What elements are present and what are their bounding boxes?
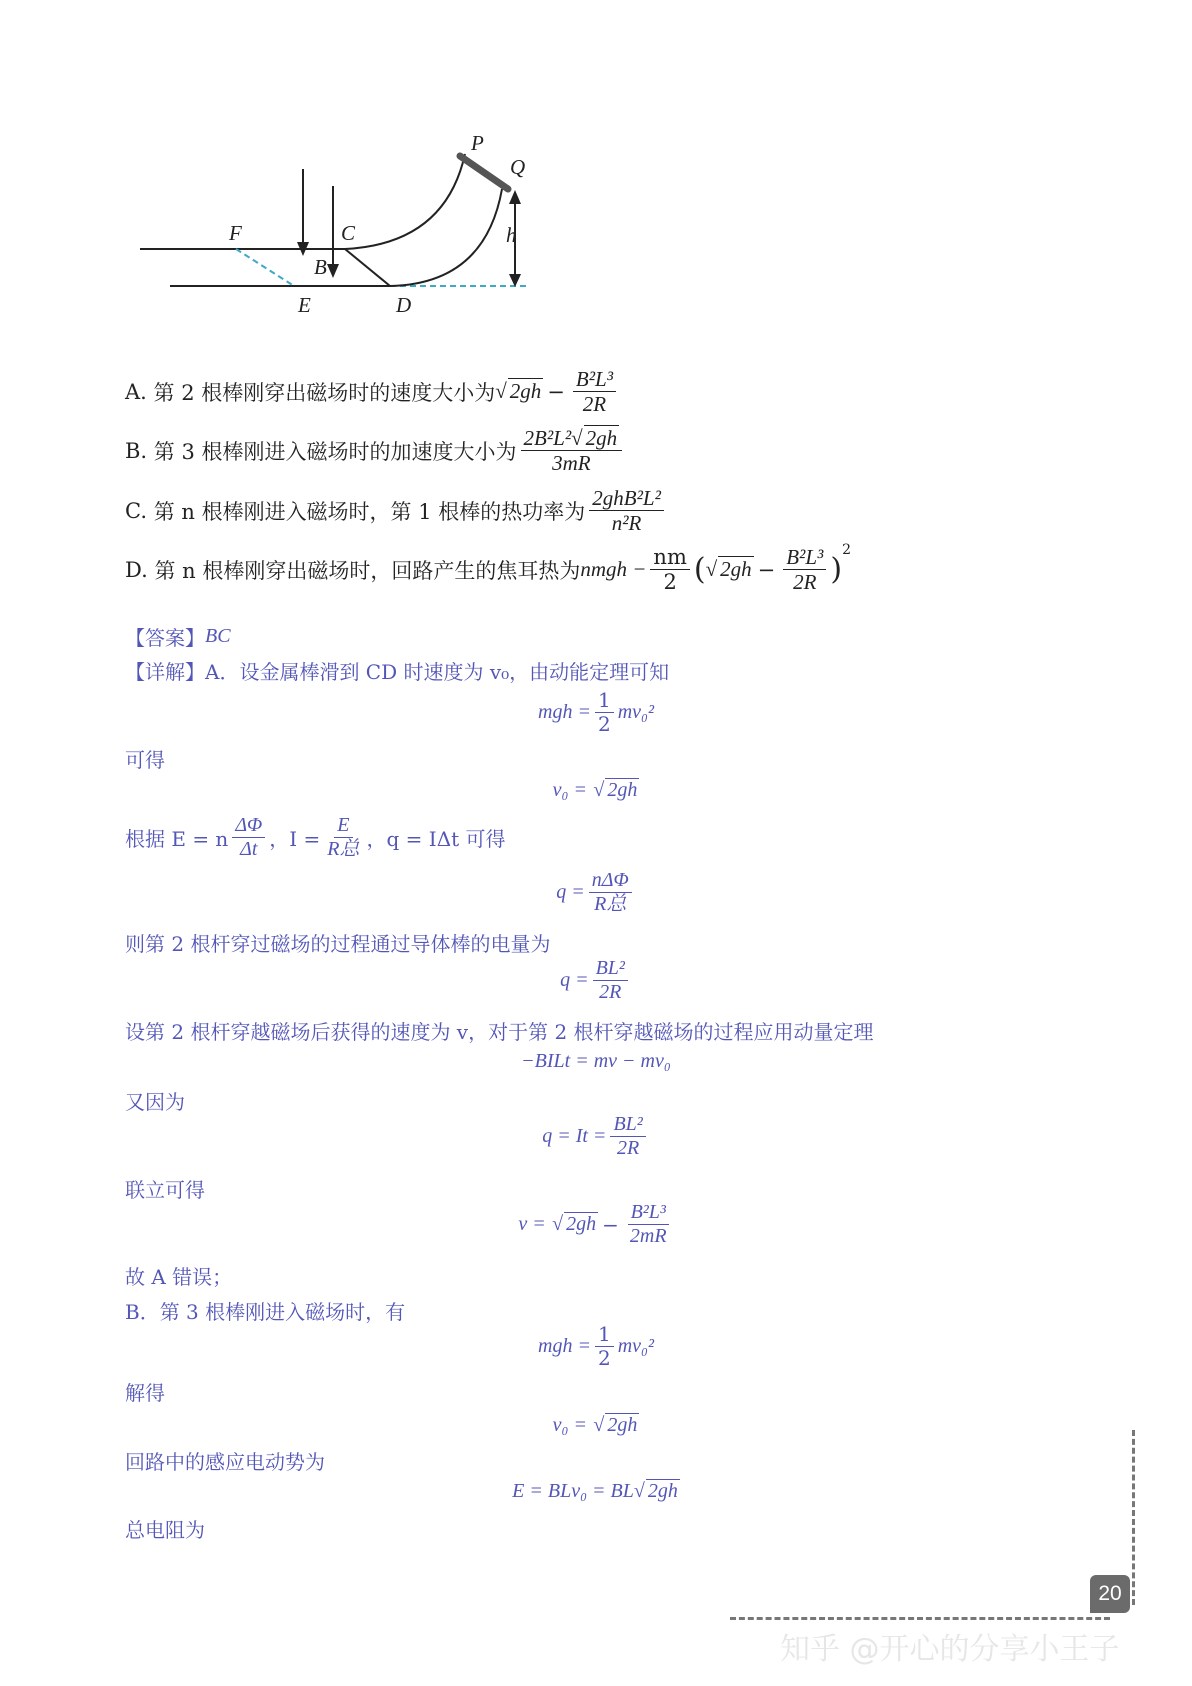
watermark: 知乎 @开心的分享小王子 <box>780 1632 1120 1667</box>
eq-7-num: B²L³ <box>628 1202 669 1225</box>
eq-4-lhs: q = <box>560 969 589 991</box>
physics-diagram <box>140 134 540 324</box>
eq-9-sqrt: 2gh <box>607 1413 638 1436</box>
field-arrow-2-head <box>327 264 339 278</box>
label-c: C <box>341 221 356 245</box>
eq-5: −BILt = mv − mv₀ <box>521 1050 671 1072</box>
text-ze: 则第 2 根杆穿过磁场的过程通过导体棒的电量为 <box>125 932 551 956</box>
metal-rod-pq <box>460 156 508 189</box>
eq-2-sqrt: 2gh <box>607 778 638 801</box>
option-a-fraction <box>573 368 616 415</box>
option-d-fraction <box>783 546 826 593</box>
eq-7: v = √ 2gh − $\frac{\text{B²L³}}{2mR}$ <box>0 1202 1192 1247</box>
option-a: A. 第 2 根棒刚穿出磁场时的速度大小为 √ 2gh − $\frac{\text{B²L³}}{2R}$ <box>125 368 620 415</box>
option-b-num-sqrt: 2gh <box>585 426 618 450</box>
page-corner-dash-horizontal <box>730 1617 1110 1620</box>
lower-arc <box>390 189 502 286</box>
eq-8-fraction <box>595 1324 614 1369</box>
eq-2-lhs: v₀ = <box>552 778 587 801</box>
eq-4-fraction <box>593 958 628 1003</box>
eq-9: v₀ = √ 2gh <box>552 1413 638 1436</box>
option-d-label: D. <box>125 557 148 582</box>
eq-7-minus: − <box>602 1212 619 1237</box>
eq-10-lhs: E = BLv₀ = BL <box>512 1480 634 1502</box>
option-c-num: 2ghB²L² <box>589 487 664 511</box>
option-d-minus: − <box>757 557 776 582</box>
detail-text: A．设金属棒滑到 CD 时速度为 v₀，由动能定理可知 <box>205 660 670 684</box>
label-d: D <box>396 293 412 317</box>
eq-6-num: BL² <box>610 1114 645 1137</box>
option-c-text: 第 n 根棒刚进入磁场时，第 1 根棒的热功率为 <box>153 499 586 524</box>
option-c <box>125 487 668 534</box>
eq-3 <box>0 870 1192 915</box>
label-b: B <box>314 255 327 279</box>
genju-num-2: E <box>334 815 352 838</box>
option-c-den: n²R <box>611 511 642 536</box>
label-q: Q <box>510 155 526 179</box>
option-b <box>125 427 626 474</box>
option-d-coef-den: 2 <box>663 570 677 595</box>
option-a-sqrt: 2gh <box>509 379 542 404</box>
text-gu: 故 A 错误； <box>125 1265 233 1289</box>
text-she: 设第 2 根杆穿越磁场后获得的速度为 v，对于第 2 根杆穿越磁场的过程应用动量定理 <box>125 1020 874 1044</box>
genju-den-2: R总 <box>327 838 360 860</box>
eq-8-num: 1 <box>595 1324 614 1347</box>
text-hui: 回路中的感应电动势为 <box>125 1450 325 1474</box>
page-number: 20 <box>1090 1575 1130 1613</box>
answer-line <box>125 622 231 651</box>
answer-tag: 【答案】 <box>125 626 205 650</box>
eq-6-fraction <box>610 1114 645 1159</box>
option-d-expr-pre: nmgh − <box>580 557 647 582</box>
option-a-text: 第 2 根棒刚穿出磁场时的速度大小为 <box>153 380 496 405</box>
eq-10-sqrt: 2gh <box>647 1480 678 1502</box>
option-d-text: 第 n 根棒刚穿出磁场时，回路产生的焦耳热为 <box>154 558 581 583</box>
eq-3-num: nΔΦ <box>589 870 632 893</box>
eq-3-lhs: q = <box>556 881 585 903</box>
option-c-fraction <box>589 487 664 534</box>
eq-1-fraction <box>595 690 614 735</box>
eq-8 <box>0 1324 1192 1369</box>
option-b-num-pre: 2B²L² <box>523 426 572 450</box>
label-e: E <box>298 293 311 317</box>
genju-fraction-1 <box>232 815 265 860</box>
detail-tag: 【详解】 <box>125 660 205 684</box>
text-kede-1: 可得 <box>125 748 165 772</box>
height-arrow-top <box>509 190 521 204</box>
eq-3-fraction <box>589 870 632 915</box>
eq-4-num: BL² <box>593 958 628 981</box>
label-p: P <box>471 134 484 155</box>
text-lian: 联立可得 <box>125 1178 205 1202</box>
option-b-den: 3mR <box>552 451 591 476</box>
option-d-den: 2R <box>793 570 817 595</box>
eq-7-lhs: v = <box>518 1213 546 1235</box>
eq-7-den: 2mR <box>629 1225 667 1247</box>
text-jie: 解得 <box>125 1381 165 1405</box>
label-h: h <box>506 223 517 247</box>
eq-2: v₀ = √ 2gh <box>552 778 638 801</box>
eq-4-den: 2R <box>599 981 622 1003</box>
text-b: B．第 3 根棒刚进入磁场时，有 <box>125 1300 406 1324</box>
eq-6-den: 2R <box>617 1137 640 1159</box>
detail-line <box>125 656 669 685</box>
option-a-den: 2R <box>582 392 607 417</box>
option-c-label: C. <box>125 498 147 523</box>
option-d-power: 2 <box>842 542 851 558</box>
option-a-label: A. <box>125 379 147 404</box>
upper-arc <box>345 154 465 249</box>
eq-1-lhs: mgh = <box>538 701 591 723</box>
eq-7-fraction <box>627 1202 670 1247</box>
option-b-label: B. <box>125 438 148 463</box>
option-a-num: B²L³ <box>573 368 616 392</box>
option-d-sqrt: 2gh <box>720 557 752 582</box>
eq-8-rhs: mv₀² <box>617 1335 654 1357</box>
eq-7-sqrt: 2gh <box>566 1213 597 1235</box>
dashed-fe <box>236 249 294 286</box>
eq-1 <box>0 690 1192 735</box>
genju-mid: ，I = <box>269 827 321 851</box>
eq-6 <box>0 1114 1192 1159</box>
eq-1-den: 2 <box>597 712 611 736</box>
genju-fraction-2 <box>324 815 362 860</box>
line-cd <box>345 249 390 286</box>
text-you: 又因为 <box>125 1090 185 1114</box>
option-b-fraction: $\frac{\text{2B²L²√ 2gh}}{3mR}$ <box>521 427 623 474</box>
genju-line <box>125 815 506 860</box>
eq-8-lhs: mgh = <box>538 1335 591 1357</box>
text-zong: 总电阻为 <box>125 1518 205 1542</box>
eq-4 <box>0 958 1192 1003</box>
eq-1-num: 1 <box>595 690 614 713</box>
genju-den: Δt <box>240 838 258 860</box>
eq-8-den: 2 <box>597 1346 611 1370</box>
option-d-coef-num: nm <box>650 546 689 570</box>
eq-9-lhs: v₀ = <box>552 1413 587 1436</box>
option-d-coef-fraction <box>650 546 689 593</box>
genju-num: ΔΦ <box>232 815 265 838</box>
genju-end: ，q = IΔt 可得 <box>366 827 506 851</box>
genju-text: 根据 E = n <box>125 827 229 851</box>
eq-1-rhs: mv₀² <box>617 701 654 723</box>
option-d-num: B²L³ <box>783 546 826 570</box>
eq-6-lhs: q = It = <box>542 1125 607 1147</box>
option-b-text: 第 3 根棒刚进入磁场时的加速度大小为 <box>153 439 517 464</box>
option-d: D. 第 n 根棒刚穿出磁场时，回路产生的焦耳热为 nmgh − $\frac{nm}{2}$ ( √ 2gh − $\frac{\text{B²L³}}{2R}$ ) $^2$ <box>125 542 851 595</box>
answer-value: BC <box>205 625 231 647</box>
option-a-minus: − <box>547 379 565 404</box>
eq-10: E = BLv₀ = BL √ 2gh <box>512 1480 678 1502</box>
eq-3-den: R总 <box>594 893 627 915</box>
page-corner-dash-vertical <box>1132 1430 1135 1605</box>
label-f: F <box>229 221 242 245</box>
